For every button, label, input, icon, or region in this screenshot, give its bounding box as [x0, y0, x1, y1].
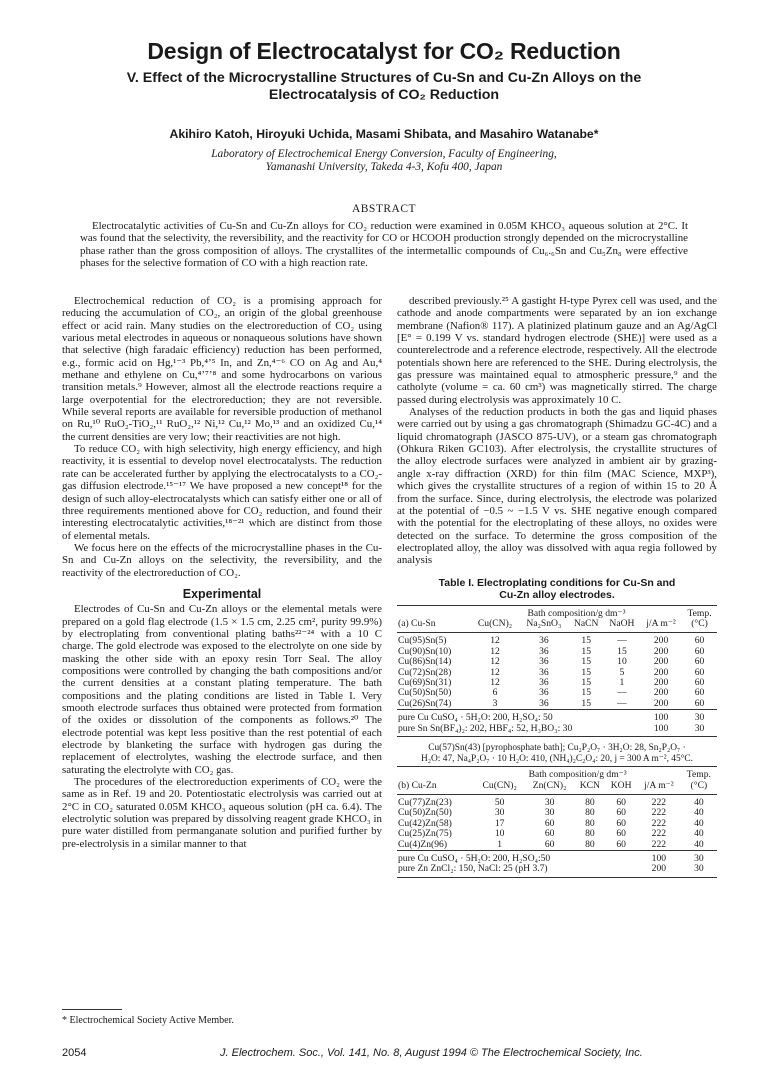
- column-header: NaOH: [609, 617, 635, 629]
- table-cell: 15: [617, 645, 627, 657]
- column-header: j/A m⁻²: [644, 779, 674, 791]
- table-cell: 36: [539, 656, 549, 668]
- table-cell: 12: [490, 677, 500, 688]
- experimental-paragraph-2: The procedures of the electroreduction experiments of CO₂ were the same as in Ref. 19 and 20. Potentiostatic electrolysis was carried out at 2°C in CO₂ saturated 0.05M KHCO₃ aqueous solution (pH ca. 6.4). The electrolytic solution was prepared by dissolving reagent grade KHCO₃ in pure water distilled from permanganate solution and purified further by pre-electrolysis in a similar manner to that: [62, 776, 382, 850]
- affiliation: [0, 148, 768, 174]
- table-cell: 60: [694, 666, 705, 678]
- table-cell: 30: [544, 797, 555, 809]
- column-header: KOH: [610, 779, 632, 791]
- table-row: [397, 699, 717, 710]
- pure-metal-row: [397, 724, 717, 737]
- column-header: Na₂SnO₃: [526, 617, 562, 629]
- table-cell: 12: [490, 645, 500, 657]
- left-column: [62, 295, 382, 850]
- bath-composition-header-b: Bath composition/g dm⁻³: [528, 769, 627, 781]
- table-cell: 30: [694, 722, 705, 734]
- table-cell: 222: [651, 828, 667, 840]
- table-cell: 100: [651, 853, 667, 865]
- table-cell: 15: [581, 677, 591, 688]
- table-cell: 15: [581, 635, 591, 647]
- pyrophosphate-note: [397, 743, 717, 764]
- table-cell: 80: [585, 838, 595, 850]
- affiliation-line-2: Yamanashi University, Takeda 4-3, Kofu 400, Japan: [265, 161, 503, 173]
- column-header: Zn(CN)₂: [532, 779, 567, 791]
- table-cell: 60: [694, 677, 705, 688]
- table-cell: 5: [619, 666, 625, 678]
- column-header: KCN: [579, 779, 600, 791]
- table-cell: 36: [539, 697, 549, 709]
- column-header: (a) Cu-Sn: [398, 617, 436, 629]
- pure-metal-row: [397, 851, 717, 865]
- table-cell: Cu(72)Sn(28): [398, 666, 452, 678]
- table-cell: Cu(25)Zn(75): [398, 828, 452, 840]
- column-header: (°C): [690, 779, 708, 791]
- intro-paragraph-2: To reduce CO₂ with high selectivity, high energy efficiency, and high reactivity, it is essential to develop novel electrocatalysts. The reduction rate can be accelerated further by applying the electrocatalysts to a CO₂-gas diffusion electrode.¹⁵⁻¹⁷ We have proposed a new concept¹⁸ for the design of such alloy-electrocatalysts which can satisfy either one or all of three requirements mentioned above for CO₂ reduction, and found their interesting electrocatalytic activities,¹⁸⁻²¹ which are distinct from those of elemental metals.: [62, 443, 382, 542]
- table-cell: 40: [694, 828, 704, 840]
- page-number: 2054: [62, 1047, 87, 1059]
- table-cell: 100: [653, 722, 669, 734]
- article-title: Design of Electrocatalyst for CO₂ Reduction: [147, 38, 621, 64]
- table-cell: 30: [694, 863, 704, 875]
- table-cell: 222: [651, 838, 667, 850]
- table-cell: 36: [539, 666, 549, 678]
- table-cell: 40: [694, 817, 704, 829]
- table-cell: 15: [581, 697, 591, 709]
- pure-metal-bath: pure Cu CuSO₄ · 5H₂O: 200, H₂SO₄:50: [398, 853, 551, 865]
- table-cell: 17: [494, 817, 505, 829]
- table-cell: Cu(50)Zn(50): [398, 807, 452, 819]
- table-cell: 15: [581, 666, 591, 678]
- right-paragraph-2: Analyses of the reduction products in both the gas and liquid phases were carried out by using a gas chromatograph (Shimadzu GC-4C) and a liquid chromatograph (JASCO 875-UV), or a steam gas chromatograph (Ohkura Riken GC103). After electrolysis, the crystallite structures of the alloy electrode surfaces were analyzed in ambient air by grazing-angle x-ray diffraction (XRD) for thin film (MAC Science, MXP³), which gives the crystallite structures of a region of within 15 to 20 Å from the surface. Since, during electrolysis, the electrode was polarized at the potential of −0.5 ~ −1.5 V vs. SHE negative enough compared with the potential for the electroplating of these alloys, no oxides were detected on the surface. To determine the gross composition of the electroplated alloy, the alloy was dissolved with aqua regia followed by analysis: [397, 406, 717, 567]
- table-cell: 60: [694, 687, 705, 699]
- affiliation-line-1: Laboratory of Electrochemical Energy Conversion, Faculty of Engineering,: [211, 148, 557, 160]
- plating-table-cu-zn: [397, 766, 717, 878]
- bath-composition-header: Bath composition/g dm⁻³: [527, 607, 626, 619]
- table-cell: 36: [539, 645, 549, 657]
- table-cell: 1: [497, 838, 503, 850]
- table-cell: Cu(42)Zn(58): [398, 817, 452, 829]
- table-cell: 15: [581, 656, 591, 668]
- table-cell: 100: [653, 712, 669, 724]
- table-cell: 6: [492, 687, 498, 699]
- table-cell: 80: [585, 828, 595, 840]
- table-caption-line-1: Table I. Electroplating conditions for Cu-Sn and: [438, 576, 676, 589]
- table-cell: 200: [653, 635, 669, 647]
- column-header: Cu(CN)₂: [477, 617, 513, 629]
- table-cell: 60: [544, 817, 555, 829]
- table-cell: 60: [544, 838, 555, 850]
- table-cell: 222: [651, 797, 667, 809]
- table-cell: Cu(77)Zn(23): [398, 797, 452, 809]
- table-cell: —: [617, 635, 627, 647]
- table-cell: 60: [616, 817, 626, 829]
- table-cell: 36: [539, 677, 549, 688]
- table-cell: 30: [694, 853, 704, 865]
- table-cell: 222: [651, 807, 667, 819]
- experimental-paragraph-1: Electrodes of Cu-Sn and Cu-Zn alloys or the elemental metals were prepared on a gold flag electrode (1.5 × 1.5 cm, 2.25 cm², purity 99.9%) by electroplating from conventional plating baths²²⁻²⁴ with a 10 C charge. The gold electrode was exposed to the electrolyte on one side by masking the other side with an epoxy resin Torr Seal. The alloy compositions were controlled by changing the bath compositions and/or the current densities at a constant plating temperature. The bath compositions and the plating conditions are listed in Table I. Very smooth electrode surfaces thus obtained were protected from formation of the oxides or dissolution of the components as follows.²⁰ The electrode potential was kept less positive than the rest potential of each electrode by blanketing the surface with hydrogen gas during the replacement of electrolytes, washing the electrode surface, and then saturating the electrolyte with CO₂ gas.: [62, 603, 382, 776]
- article-subtitle: V. Effect of the Microcrystalline Structures of Cu-Sn and Cu-Zn Alloys on the Electrocatalysis of CO₂ Reduction: [126, 70, 642, 103]
- pure-metal-bath: pure Cu CuSO₄ · 5H₂O: 200, H₂SO₄: 50: [398, 712, 553, 724]
- table-cell: 3: [492, 697, 498, 709]
- table-cell: 50: [494, 797, 505, 809]
- journal-citation: J. Electrochem. Soc., Vol. 141, No. 8, August 1994 © The Electrochemical Society, Inc.: [220, 1047, 643, 1059]
- plating-table-cu-sn: [397, 605, 717, 737]
- column-header: (b) Cu-Zn: [398, 779, 437, 791]
- pyrophosphate-note-line-2: H₂O: 47, Na₄P₂O₇ · 10 H₂O: 410, (NH₄)₂C₂O₄: 20, j = 300 A m⁻², 45°C.: [421, 753, 693, 764]
- table-cell: 40: [694, 807, 704, 819]
- table-cell: 200: [653, 677, 669, 688]
- pyrophosphate-note-line-1: Cu(57)Sn(43) [pyrophosphate bath]; Cu₂P₂O₇ · 3H₂O: 28, Sn₂P₂O₇ ·: [428, 743, 686, 754]
- author-list: Akihiro Katoh, Hiroyuki Uchida, Masami Shibata, and Masahiro Watanabe*: [169, 127, 599, 141]
- table-cell: 222: [651, 817, 667, 829]
- table-cell: 30: [494, 807, 505, 819]
- table-cell: 200: [653, 656, 669, 668]
- pure-metal-row: [397, 864, 717, 877]
- abstract-text: Electrocatalytic activities of Cu-Sn and Cu-Zn alloys for CO₂ reduction were examined in 0.05M KHCO₃ aqueous solution at 2°C. It was found that the selectivity, the reversibility, and the reactivity for CO or HCOOH production strongly depended on the microcrystalline phase rather than the gross composition of alloys. The crystallites of the intermetallic compounds of Cu₆.₆Sn and Cu₅Zn₈ were effective phases for the selective formation of CO with a high reaction rate.: [80, 220, 688, 269]
- abstract-heading: ABSTRACT: [351, 203, 417, 215]
- right-paragraph-1: described previously.²⁵ A gastight H-type Pyrex cell was used, and the cathode and anode compartments were separated by an ion exchange membrane (Nafion® 117). A platinized platinum gauze and an Ag/AgCl [E° = 0.199 V vs. standard hydrogen electrode (SHE)] were used as a counterelectrode and a reference electrode, respectively. All the electrode potentials shown here are referenced to the SHE. During electrolysis, the gas pressure was maintained equal to atmospheric pressure,⁹ and the catholyte (volume = ca. 60 cm³) was magnetically stirred. The charge passed during electrolysis was approximately 10 C.: [397, 295, 717, 406]
- table-cell: Cu(69)Sn(31): [398, 677, 452, 688]
- column-header: Cu(CN)₂: [482, 779, 517, 791]
- section-heading-experimental: Experimental: [182, 586, 262, 601]
- table-cell: Cu(50)Sn(50): [398, 687, 452, 699]
- pure-metal-row: [397, 710, 717, 724]
- table-cell: Cu(95)Sn(5): [398, 635, 447, 647]
- intro-paragraph-3: We focus here on the effects of the microcrystalline phases in the Cu-Sn and Cu-Zn alloys on the selectivity, the reversibility, and the reactivity of the electroreduction of CO₂.: [62, 541, 382, 579]
- footnote: * Electrochemical Society Active Member.: [62, 1015, 234, 1026]
- table-cell: 15: [581, 645, 591, 657]
- right-column: [397, 295, 717, 878]
- table-cell: 60: [616, 828, 626, 840]
- table-cell: 12: [490, 666, 500, 678]
- table-cell: Cu(26)Sn(74): [398, 697, 452, 709]
- intro-paragraph-1: Electrochemical reduction of CO₂ is a promising approach for reducing the accumulation of CO₂, an origin of the global greenhouse effect or acid rain. Many studies on the electroreduction of CO₂ using various metal electrodes in aqueous or nonaqueous solutions have shown that selective (high faradaic efficiency) reduction has been performed, e.g., formic acid on Hg,¹⁻³ Pb,⁴ʼ⁵ In, and Zn,⁴⁻⁶ CO on Ag and Au,⁴ methane and ethylene on Cu,⁴ʼ⁷ʼ⁸ and some hydrocarbons on various transition metals.⁹ However, almost all the electrode reactions require a large overpotential for the electroreduction; they are not reversible. While several reports are available for reversible production of methanol on Ru,¹⁰ RuO₂-TiO₂,¹¹ RuO₂,¹² Ni,¹² Cu,¹² Mo,¹³ and an oxidized Cu,¹⁴ the current densities are very low; their reactivities are not high.: [62, 295, 382, 443]
- table-cell: Cu(4)Zn(96): [398, 838, 448, 850]
- table-cell: 15: [581, 687, 591, 699]
- table-cell: Cu(90)Sn(10): [398, 645, 452, 657]
- table-cell: 200: [653, 645, 669, 657]
- table-row: [397, 795, 717, 809]
- table-cell: 60: [694, 697, 705, 709]
- footnote-rule: [62, 1009, 122, 1010]
- table-cell: 60: [616, 797, 626, 809]
- table-cell: 36: [539, 635, 549, 647]
- temp-header: Temp.: [687, 607, 712, 619]
- table-cell: 200: [653, 697, 669, 709]
- table-cell: 60: [544, 828, 555, 840]
- table-cell: 10: [617, 656, 627, 668]
- table-cell: 80: [585, 807, 595, 819]
- table-row: [397, 633, 717, 647]
- table-cell: 80: [585, 817, 595, 829]
- column-header: j/A m⁻²: [646, 617, 676, 629]
- table-cell: 200: [653, 687, 669, 699]
- table-cell: 40: [694, 838, 704, 850]
- column-header: (°C): [691, 617, 708, 629]
- table-caption-line-2: Cu-Zn alloy electrodes.: [499, 588, 615, 601]
- table-cell: 36: [539, 687, 549, 699]
- table-cell: 200: [651, 863, 667, 875]
- pure-metal-bath: pure Sn Sn(BF₄)₂: 202, HBF₄: 52, H₃BO₃: 30: [398, 722, 573, 734]
- table-cell: 1: [619, 677, 625, 688]
- table-cell: 40: [694, 797, 704, 809]
- table-cell: 12: [490, 635, 500, 647]
- table-cell: 12: [490, 656, 500, 668]
- table-cell: 60: [694, 635, 705, 647]
- table-row: [397, 840, 717, 851]
- table-cell: 200: [653, 666, 669, 678]
- table-cell: —: [617, 687, 627, 699]
- table-caption: [397, 577, 717, 601]
- table-cell: 10: [494, 828, 505, 840]
- table-cell: 60: [616, 807, 626, 819]
- table-cell: Cu(86)Sn(14): [398, 656, 452, 668]
- table-cell: 80: [585, 797, 595, 809]
- table-cell: 30: [694, 712, 705, 724]
- column-header: NaCN: [573, 617, 599, 629]
- table-cell: 30: [544, 807, 555, 819]
- table-cell: 60: [694, 645, 705, 657]
- temp-header-b: Temp.: [686, 769, 711, 781]
- pure-metal-bath: pure Zn ZnCl₂: 150, NaCl: 25 (pH 3.7): [398, 863, 548, 875]
- table-cell: 60: [616, 838, 626, 850]
- table-cell: —: [617, 697, 627, 709]
- table-cell: 60: [694, 656, 705, 668]
